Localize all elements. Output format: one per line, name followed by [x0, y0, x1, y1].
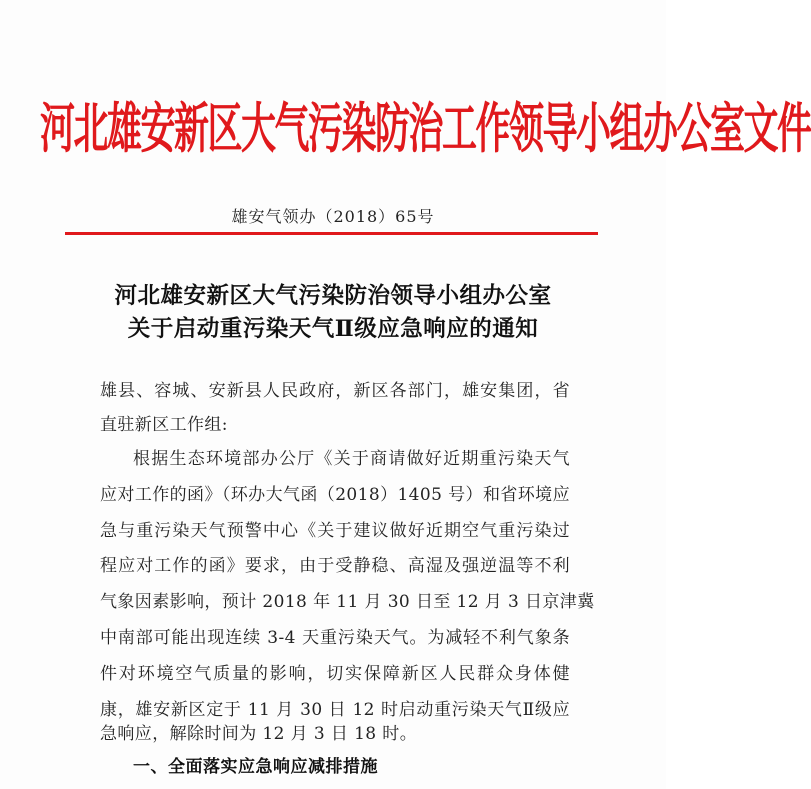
paragraph-line: 康，雄安新区定于 11 月 30 日 12 时启动重污染天气Ⅱ级应	[100, 700, 570, 720]
paragraph-line: 应对工作的函》（环办大气函（2018）1405 号）和省环境应	[100, 485, 570, 505]
paragraph-line: 气象因素影响，预计 2018 年 11 月 30 日至 12 月 3 日京津冀	[100, 592, 595, 612]
addressee-line: 雄县、容城、安新县人民政府，新区各部门，雄安集团，省	[100, 381, 570, 401]
paragraph-line: 件对环境空气质量的影响，切实保障新区人民群众身体健	[100, 664, 570, 684]
red-divider	[65, 232, 598, 235]
document-number: 雄安气领办（2018）65号	[231, 207, 435, 226]
paragraph-line: 中南部可能出现连续 3-4 天重污染天气。为减轻不利气象条	[100, 628, 570, 648]
paragraph-line: 程应对工作的函》要求，由于受静稳、高湿及强逆温等不利	[100, 556, 570, 576]
issuer-banner: 河北雄安新区大气污染防治工作领导小组办公室文件	[40, 97, 811, 161]
section-heading: 一、全面落实应急响应减排措施	[133, 757, 378, 777]
notice-title-line-1: 河北雄安新区大气污染防治领导小组办公室	[114, 283, 552, 309]
paragraph-line: 急响应，解除时间为 12 月 3 日 18 时。	[100, 724, 418, 744]
paragraph-line: 急与重污染天气预警中心《关于建议做好近期空气重污染过	[100, 521, 570, 541]
addressee-line: 直驻新区工作组:	[100, 415, 228, 435]
paragraph-line: 根据生态环境部办公厅《关于商请做好近期重污染天气	[133, 449, 570, 469]
notice-title-line-2: 关于启动重污染天气Ⅱ级应急响应的通知	[127, 316, 539, 342]
